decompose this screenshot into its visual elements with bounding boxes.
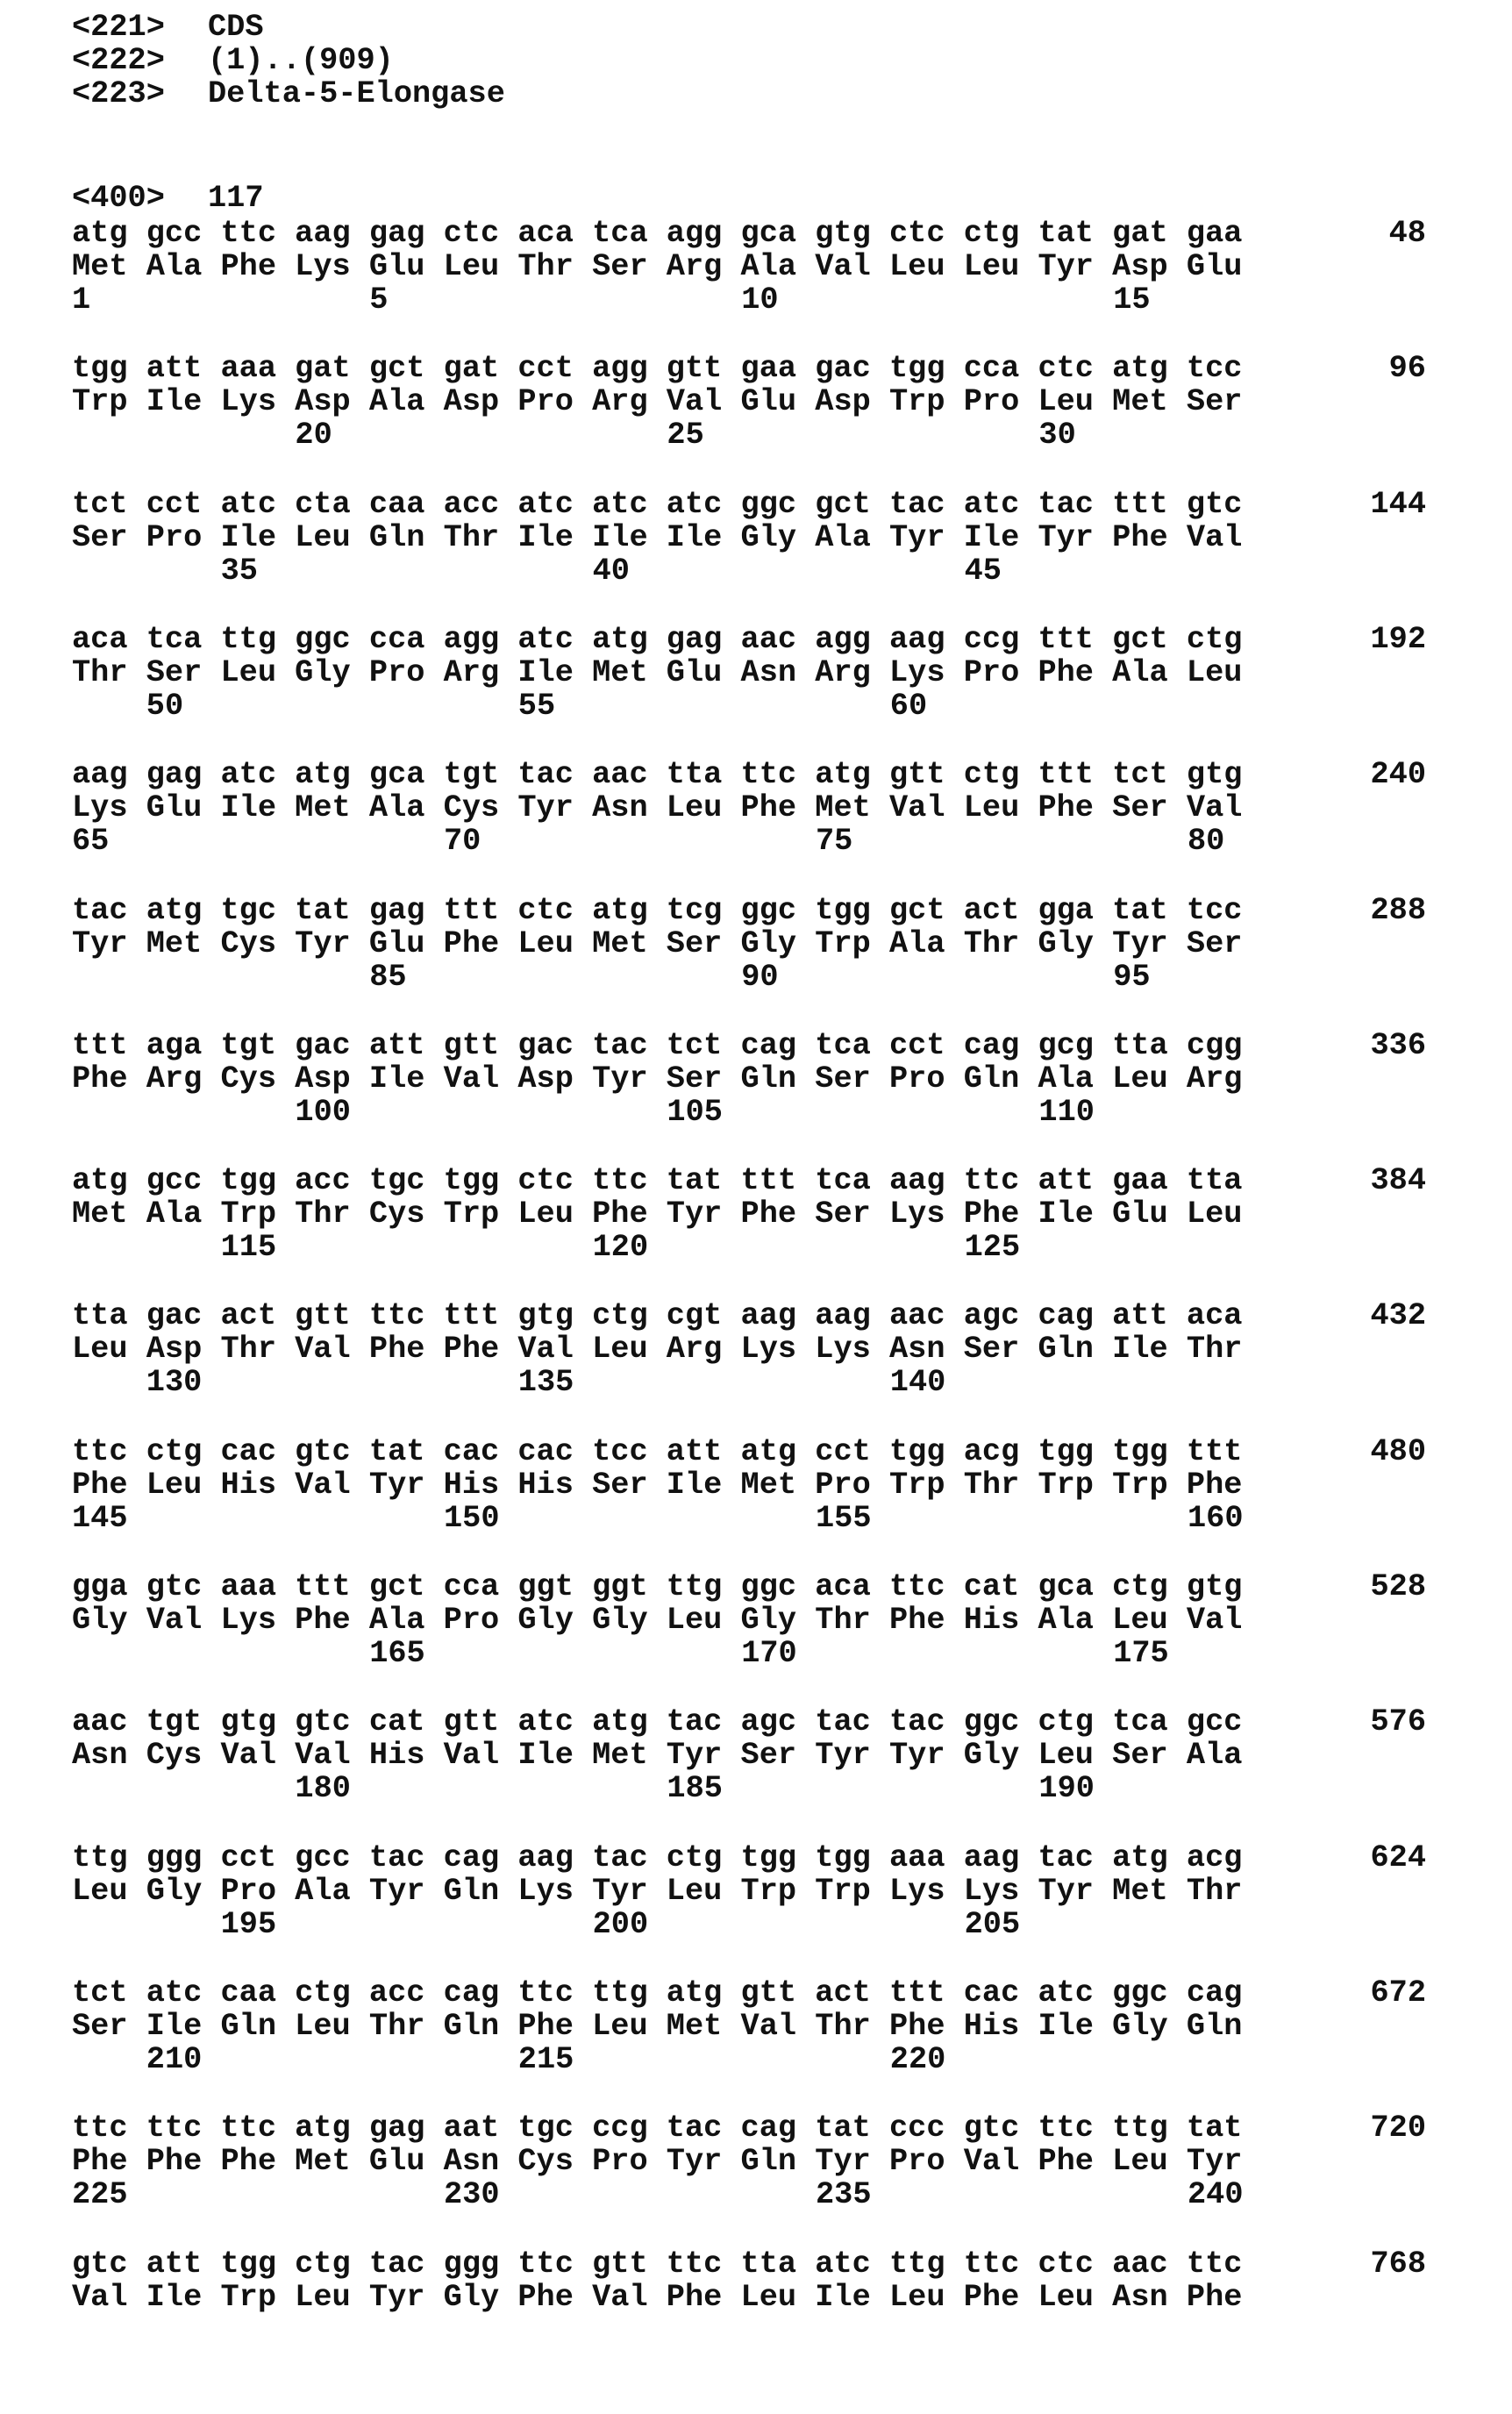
nucleotide-count: 768 [1370,2246,1426,2282]
amino-acids: Phe Phe Phe Met Glu Asn Cys Pro Tyr Gln Tyr Pro Val Phe Leu Tyr [72,2144,1243,2180]
sequence-block [72,758,1475,858]
amino-acid-line [72,1197,1475,1231]
residue-position-line [72,1908,1475,1941]
sequence-block [72,1841,1475,1941]
nucleotide-count: 624 [1370,1839,1426,1875]
dna-line [72,1435,1475,1468]
dna-codons: ttg ggg cct gcc tac cag aag tac ctg tgg tgg aaa aag tac atg acg [72,1839,1243,1875]
residue-position: 120 [592,1230,649,1266]
residue-position: 55 [517,688,556,724]
sequence-block [72,1976,1475,2076]
amino-acid-line [72,791,1475,825]
amino-acids: Asn Cys Val Val His Val Ile Met Tyr Ser Tyr Tyr Gly Leu Ser Ala [72,1738,1243,1774]
field-tag: <221> [72,10,165,45]
residue-position: 95 [1113,959,1151,995]
amino-acids: Leu Asp Thr Val Phe Phe Val Leu Arg Lys Lys Asn Ser Gln Ile Thr [72,1332,1243,1368]
residue-position-line [72,1096,1475,1129]
dna-line [72,488,1475,521]
residue-position: 185 [667,1771,723,1807]
nucleotide-count: 672 [1370,1975,1426,2010]
amino-acid-line [72,385,1475,418]
dna-line [72,1976,1475,2010]
nucleotide-count: 720 [1370,2110,1426,2146]
residue-position: 85 [369,959,407,995]
residue-position: 155 [816,1500,872,1536]
residue-position: 140 [889,1365,946,1401]
residue-position: 40 [592,553,630,589]
sequence-block [72,1029,1475,1129]
residue-position: 215 [517,2041,574,2077]
residue-position: 125 [964,1230,1021,1266]
sequence-block [72,894,1475,994]
nucleotide-count: 480 [1370,1433,1426,1469]
field-tag: <400> [72,181,165,216]
dna-codons: aag gag atc atg gca tgt tac aac tta ttc atg gtt ctg ttt tct gtg [72,757,1243,793]
residue-position: 110 [1038,1094,1095,1130]
residue-position-line [72,689,1475,723]
dna-codons: tct atc caa ctg acc cag ttc ttg atg gtt act ttt cac atc ggc cag [72,1975,1243,2010]
dna-codons: aac tgt gtg gtc cat gtt atc atg tac agc tac tac ggc ctg tca gcc [72,1704,1243,1740]
dna-line [72,1705,1475,1739]
field-value: 117 [208,181,264,216]
amino-acids: Ser Pro Ile Leu Gln Thr Ile Ile Ile Gly Ala Tyr Ile Tyr Phe Val [72,519,1243,555]
residue-position: 105 [667,1094,723,1130]
residue-position-line [72,961,1475,994]
amino-acid-line [72,1875,1475,1908]
residue-position: 145 [72,1500,128,1536]
residue-position: 1 [72,282,91,318]
residue-position: 60 [889,688,928,724]
amino-acids: Val Ile Trp Leu Tyr Gly Phe Val Phe Leu Ile Leu Phe Leu Asn Phe [72,2279,1243,2315]
residue-position: 225 [72,2177,128,2213]
field-tag: <222> [72,43,165,78]
dna-codons: tta gac act gtt ttc ttt gtg ctg cgt aag aag aac agc cag att aca [72,1298,1243,1334]
amino-acid-line [72,1332,1475,1366]
residue-position-line [72,1502,1475,1535]
residue-position: 160 [1187,1500,1244,1536]
residue-position: 70 [444,824,481,860]
residue-position-line [72,554,1475,588]
amino-acid-line [72,1603,1475,1637]
dna-line [72,1570,1475,1603]
sequence-block [72,623,1475,723]
amino-acid-line [72,1739,1475,1772]
residue-position: 80 [1187,824,1225,860]
amino-acids: Ser Ile Gln Leu Thr Gln Phe Leu Met Val Thr Phe His Ile Gly Gln [72,2008,1243,2044]
header-line-223 [72,77,505,111]
dna-codons: ttc ttc ttc atg gag aat tgc ccg tac cag tat ccc gtc ttc ttg tat [72,2110,1243,2146]
residue-position: 170 [741,1636,797,1671]
amino-acids: Met Ala Trp Thr Cys Trp Leu Phe Tyr Phe Ser Lys Phe Ile Glu Leu [72,1196,1243,1232]
dna-codons: gga gtc aaa ttt gct cca ggt ggt ttg ggc aca ttc cat gca ctg gtg [72,1569,1243,1604]
residue-position: 100 [295,1094,351,1130]
sequence-block [72,217,1475,317]
residue-position: 205 [964,1906,1021,1942]
dna-codons: gtc att tgg ctg tac ggg ttc gtt ttc tta atc ttg ttc ctc aac ttc [72,2246,1243,2282]
residue-position: 210 [146,2041,203,2077]
amino-acid-line [72,927,1475,961]
amino-acids: Lys Glu Ile Met Ala Cys Tyr Asn Leu Phe Met Val Leu Phe Ser Val [72,790,1243,826]
sequence-block [72,2247,1475,2314]
dna-line [72,1841,1475,1875]
residue-position: 195 [220,1906,277,1942]
amino-acid-line [72,1062,1475,1096]
residue-position: 65 [72,824,110,860]
dna-codons: ttc ctg cac gtc tat cac cac tcc att atg cct tgg acg tgg tgg ttt [72,1433,1243,1469]
nucleotide-count: 288 [1370,892,1426,928]
nucleotide-count: 528 [1370,1569,1426,1604]
residue-position-line [72,283,1475,317]
sequence-block [72,1299,1475,1399]
amino-acid-line [72,1468,1475,1502]
amino-acids: Thr Ser Leu Gly Pro Arg Ile Met Glu Asn Arg Lys Pro Phe Ala Leu [72,654,1243,690]
residue-position: 175 [1113,1636,1169,1671]
header-line-221 [72,11,264,44]
dna-line [72,2247,1475,2281]
amino-acids: Tyr Met Cys Tyr Glu Phe Leu Met Ser Gly Trp Ala Thr Gly Tyr Ser [72,925,1243,961]
residue-position: 5 [369,282,389,318]
residue-position-line [72,1231,1475,1264]
amino-acids: Trp Ile Lys Asp Ala Asp Pro Arg Val Glu Asp Trp Pro Leu Met Ser [72,384,1243,420]
sequence-block [72,1705,1475,1805]
residue-position-line [72,418,1475,452]
nucleotide-count: 48 [1388,216,1426,251]
residue-position: 190 [1038,1771,1095,1807]
residue-position: 240 [1187,2177,1244,2213]
residue-position-line [72,1772,1475,1805]
dna-codons: aca tca ttg ggc cca agg atc atg gag aac agg aag ccg ttt gct ctg [72,621,1243,657]
dna-line [72,1164,1475,1197]
residue-position-line [72,1366,1475,1399]
residue-position: 10 [741,282,779,318]
field-value: (1)..(909) [208,43,394,78]
dna-line [72,2111,1475,2145]
nucleotide-count: 96 [1388,351,1426,387]
amino-acid-line [72,250,1475,283]
residue-position: 15 [1113,282,1151,318]
nucleotide-count: 576 [1370,1704,1426,1740]
residue-position: 150 [444,1500,500,1536]
residue-position: 35 [220,553,258,589]
header-line-400 [72,182,264,215]
sequence-block [72,352,1475,452]
dna-line [72,894,1475,927]
sequence-block [72,2111,1475,2211]
field-tag: <223> [72,76,165,111]
residue-position: 200 [592,1906,649,1942]
residue-position: 75 [816,824,853,860]
nucleotide-count: 240 [1370,757,1426,793]
residue-position: 220 [889,2041,946,2077]
amino-acid-line [72,656,1475,689]
residue-position-line [72,1637,1475,1670]
residue-position: 130 [146,1365,203,1401]
amino-acids: Phe Leu His Val Tyr His His Ser Ile Met Pro Trp Thr Trp Trp Phe [72,1467,1243,1503]
dna-line [72,217,1475,250]
residue-position: 90 [741,959,779,995]
nucleotide-count: 144 [1370,486,1426,522]
residue-position: 135 [517,1365,574,1401]
header-line-222 [72,44,394,77]
dna-line [72,1029,1475,1062]
nucleotide-count: 192 [1370,621,1426,657]
residue-position: 230 [444,2177,500,2213]
amino-acids: Met Ala Phe Lys Glu Leu Thr Ser Arg Ala Val Leu Leu Tyr Asp Glu [72,249,1243,284]
residue-position: 20 [295,418,332,454]
residue-position: 45 [964,553,1002,589]
dna-codons: atg gcc tgg acc tgc tgg ctc ttc tat ttt tca aag ttc att gaa tta [72,1163,1243,1199]
amino-acid-line [72,521,1475,554]
dna-codons: tgg att aaa gat gct gat cct agg gtt gaa gac tgg cca ctc atg tcc [72,351,1243,387]
dna-codons: ttt aga tgt gac att gtt gac tac tct cag tca cct cag gcg tta cgg [72,1027,1243,1063]
sequence-block [72,1164,1475,1264]
dna-codons: atg gcc ttc aag gag ctc aca tca agg gca gtg ctc ctg tat gat gaa [72,216,1243,251]
dna-line [72,1299,1475,1332]
residue-position: 115 [220,1230,277,1266]
residue-position-line [72,2178,1475,2211]
field-value: CDS [208,10,264,45]
dna-codons: tac atg tgc tat gag ttt ctc atg tcg ggc tgg gct act gga tat tcc [72,892,1243,928]
residue-position-line [72,2043,1475,2076]
field-value: Delta-5-Elongase [208,76,505,111]
amino-acid-line [72,2281,1475,2314]
residue-position: 50 [146,688,184,724]
nucleotide-count: 432 [1370,1298,1426,1334]
residue-position: 25 [667,418,704,454]
dna-line [72,758,1475,791]
dna-line [72,352,1475,385]
residue-position: 30 [1038,418,1076,454]
sequence-block [72,1570,1475,1670]
sequence-block [72,488,1475,588]
amino-acids: Phe Arg Cys Asp Ile Val Asp Tyr Ser Gln Ser Pro Gln Ala Leu Arg [72,1061,1243,1096]
residue-position: 165 [369,1636,425,1671]
residue-position: 180 [295,1771,351,1807]
dna-codons: tct cct atc cta caa acc atc atc atc ggc gct tac atc tac ttt gtc [72,486,1243,522]
amino-acids: Leu Gly Pro Ala Tyr Gln Lys Tyr Leu Trp Trp Lys Lys Tyr Met Thr [72,1873,1243,1909]
sequence-block [72,1435,1475,1535]
nucleotide-count: 384 [1370,1163,1426,1199]
residue-position: 235 [816,2177,872,2213]
residue-position-line [72,825,1475,858]
nucleotide-count: 336 [1370,1027,1426,1063]
amino-acid-line [72,2010,1475,2043]
amino-acid-line [72,2145,1475,2178]
dna-line [72,623,1475,656]
amino-acids: Gly Val Lys Phe Ala Pro Gly Gly Leu Gly Thr Phe His Ala Leu Val [72,1603,1243,1638]
